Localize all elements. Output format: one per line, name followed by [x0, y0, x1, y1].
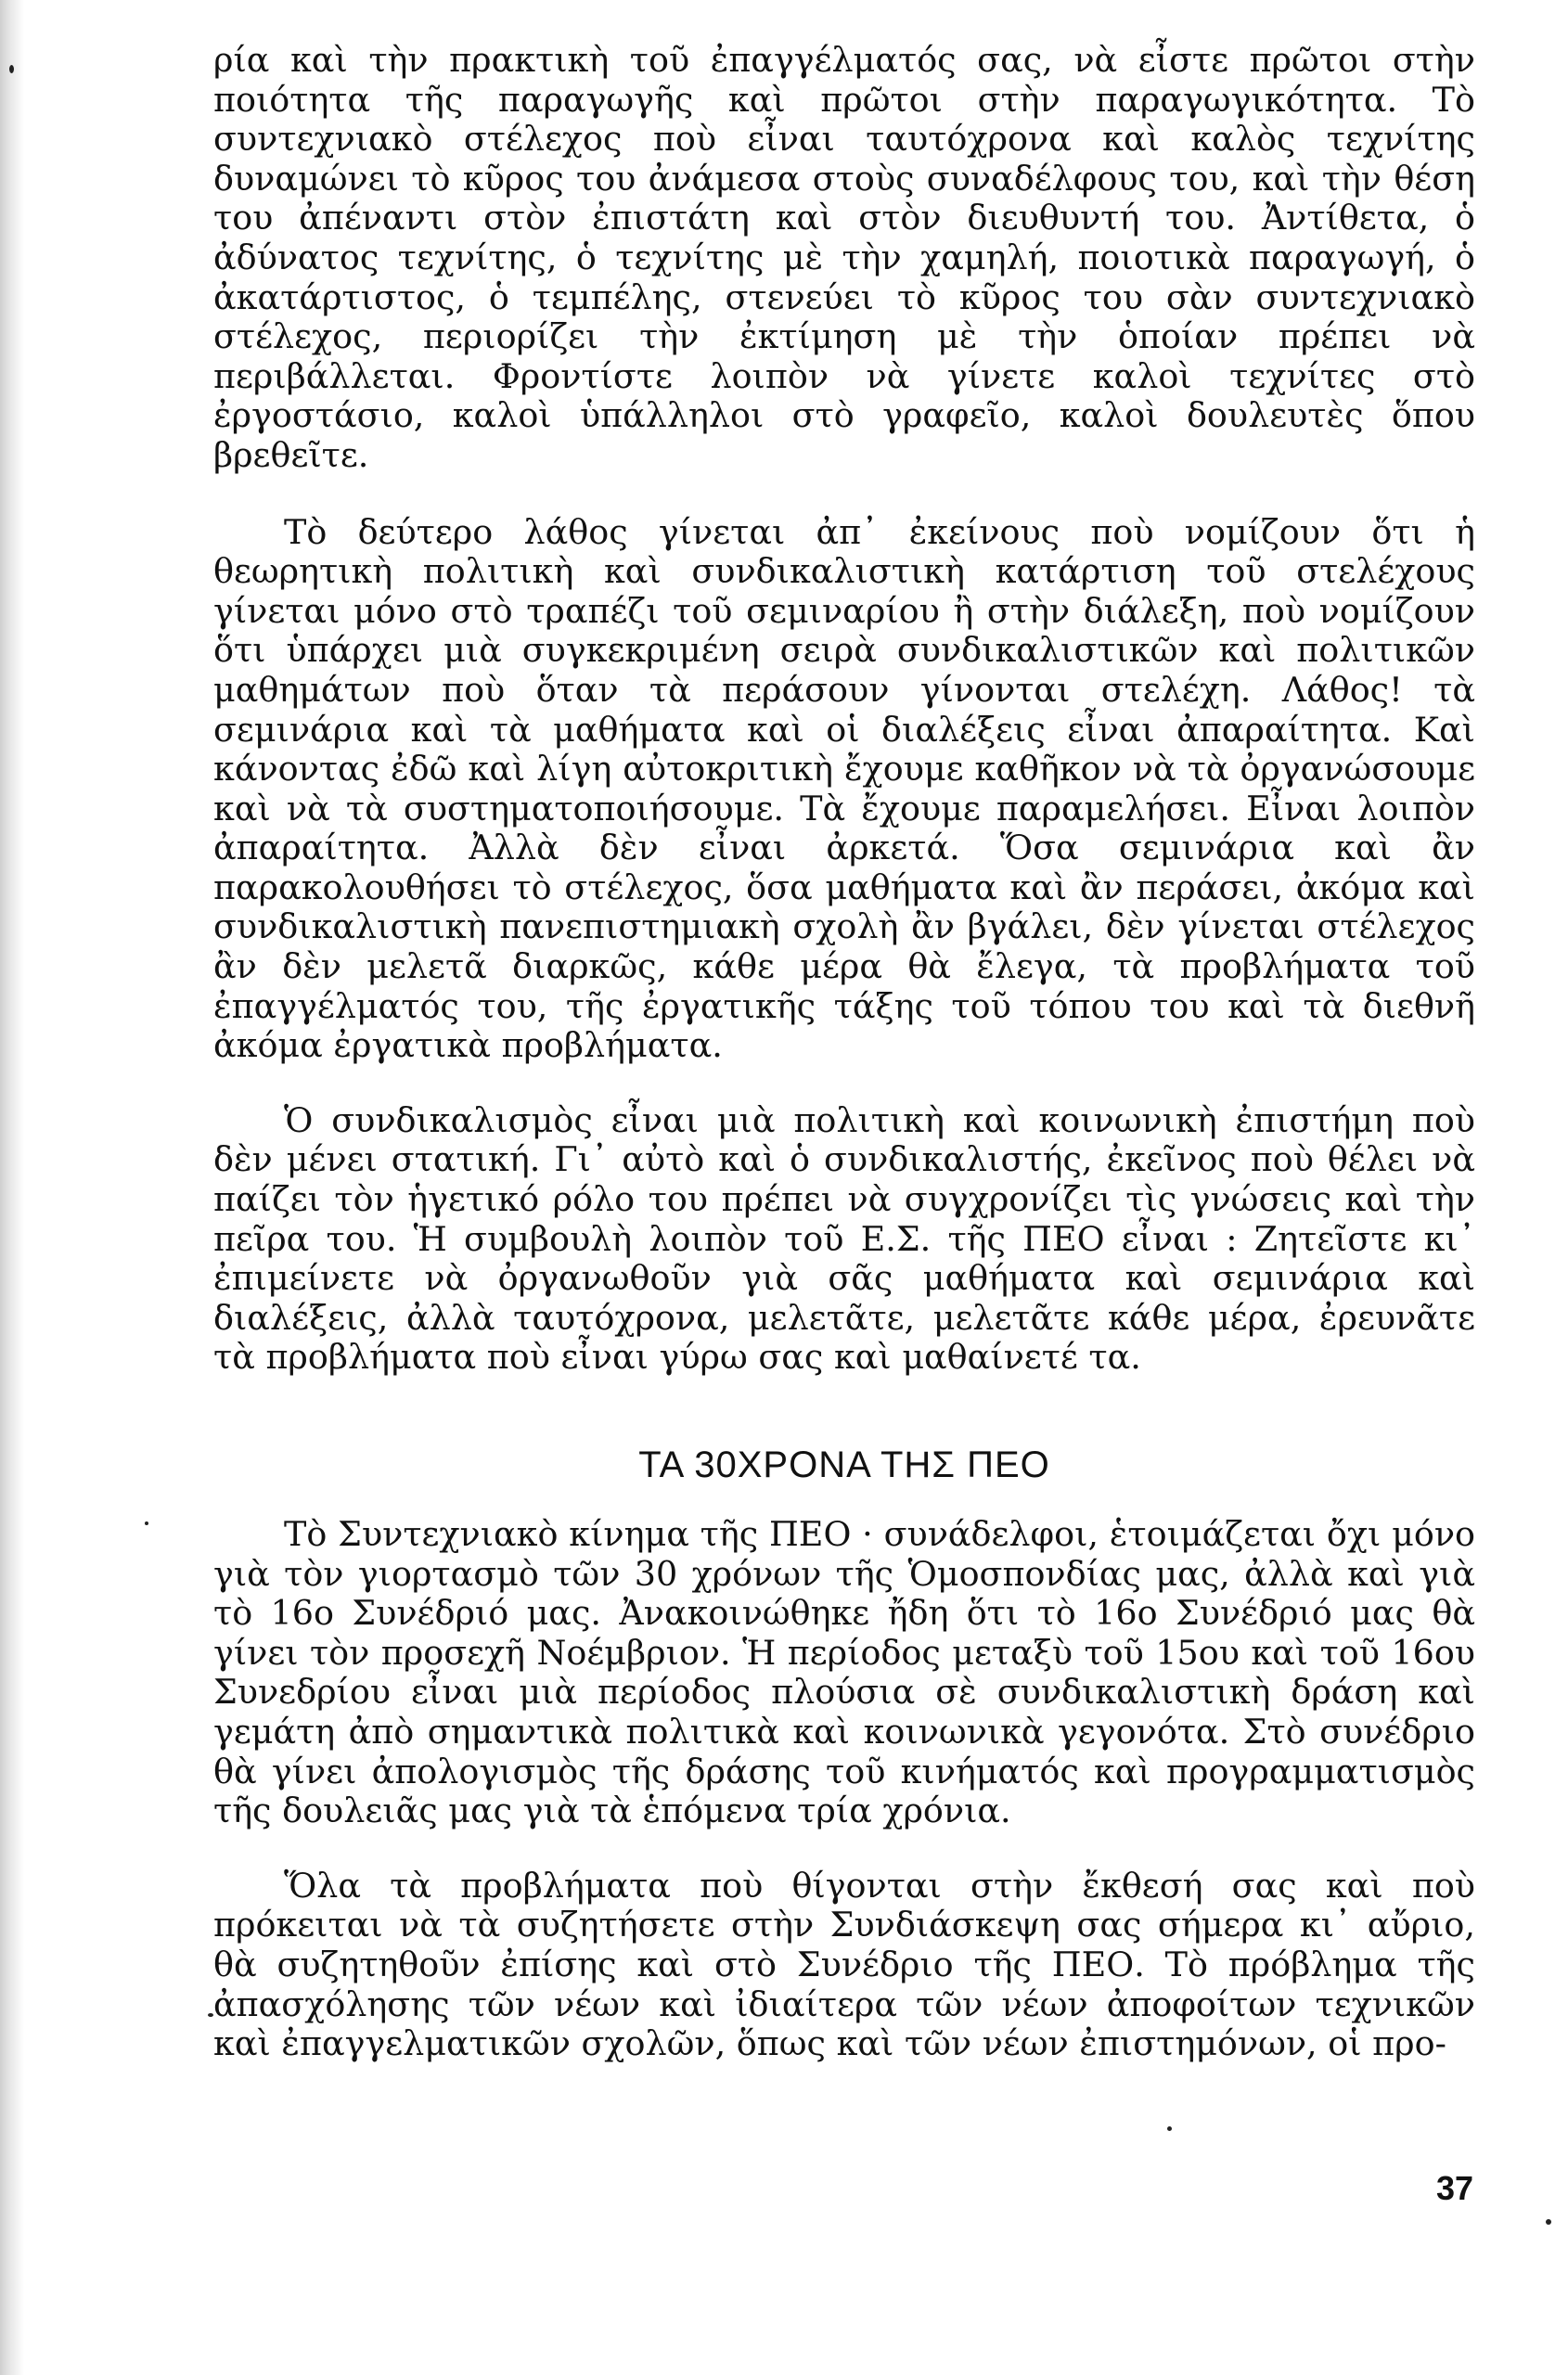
page-number: 37	[1436, 2169, 1474, 2207]
scan-speck	[1546, 2219, 1551, 2225]
document-page	[213, 41, 1475, 2064]
scan-speck	[9, 65, 14, 73]
paragraph-syndicalism: Ὁ συνδικαλισμὸς εἶναι μιὰ πολιτικὴ καὶ κοινωνικὴ ἐπιστήμη ποὺ δὲν μένει στατική. Γι᾽ αὐτὸ καὶ ὁ συνδικαλιστής, ἐκεῖνος ποὺ θέλει νὰ παίζει τὸν ἡγετικό ρόλο του πρέπει νὰ συγχρονίζει τὶς γνώσεις καὶ τὴν πεῖρα του. Ἡ συμβουλὴ λοιπὸν τοῦ Ε.Σ. τῆς ΠΕΟ εἶναι : Ζητεῖστε κι᾽ ἐπιμείνετε νὰ ὀργανωθοῦν γιὰ σᾶς μαθήματα καὶ σεμινάρια καὶ διαλέξεις, ἀλλὰ ταυτόχρονα, μελετᾶτε, μελετᾶτε κάθε μέρα, ἐρευνᾶτε τὰ προβλήματα ποὺ εἶναι γύρω σας καὶ μαθαίνετέ τα.	[213, 1099, 1475, 1378]
scan-speck	[1167, 2126, 1172, 2131]
paragraph-congress: Τὸ Συντεχνιακὸ κίνημα τῆς ΠΕΟ · συνάδελφοι, ἑτοιμάζεται ὄχι μόνο γιὰ τὸν γιορτασμὸ τῶν 30 χρόνων τῆς Ὁμοσπονδίας μας, ἀλλὰ καὶ γιὰ τὸ 16ο Συνέδριό μας. Ἀνακοινώθηκε ἤδη ὅτι τὸ 16ο Συνέδριό μας θὰ γίνει τὸν προσεχῆ Νοέμβριον. Ἡ περίοδος μεταξὺ τοῦ 15ου καὶ τοῦ 16ου Συνεδρίου εἶναι μιὰ περίοδος πλούσια σὲ συνδικαλιστικὴ δράση καὶ γεμάτη ἀπὸ σημαντικὰ πολιτικὰ καὶ κοινωνικὰ γεγονότα. Στὸ συνέδριο θὰ γίνει ἀπολογισμὸς τῆς δράσης τοῦ κινήματός καὶ προγραμματισμὸς τῆς δουλειᾶς μας γιὰ τὰ ἑπόμενα τρία χρόνια.	[213, 1514, 1475, 1831]
paragraph-craftsmanship: ρία καὶ τὴν πρακτικὴ τοῦ ἐπαγγέλματός σας, νὰ εἶστε πρῶτοι στὴν ποιότητα τῆς παραγωγῆς καὶ πρῶτοι στὴν παραγωγικότητα. Τὸ συντεχνιακὸ στέλεχος ποὺ εἶναι ταυτόχρονα καὶ καλὸς τεχνίτης δυναμώνει τὸ κῦρος του ἀνάμεσα στοὺς συναδέλφους του, καὶ τὴν θέση του ἀπέναντι στὸν ἐπιστάτη καὶ στὸν διευθυντή του. Ἀντίθετα, ὁ ἀδύνατος τεχνίτης, ὁ τεχνίτης μὲ τὴν χαμηλή, ποιοτικὰ παραγωγή, ὁ ἀκατάρτιστος, ὁ τεμπέλης, στενεύει τὸ κῦρος του σὰν συντεχνιακὸ στέλεχος, περιορίζει τὴν ἐκτίμηση μὲ τὴν ὁποίαν πρέπει νὰ περιβάλλεται. Φροντίστε λοιπὸν νὰ γίνετε καλοὶ τεχνίτες στὸ ἐργοστάσιο, καλοὶ ὑπάλληλοι στὸ γραφεῖο, καλοὶ δουλευτὲς ὅπου βρεθεῖτε.	[213, 40, 1475, 475]
section-heading: ΤΑ 30ΧΡΟΝΑ ΤΗΣ ΠΕΟ	[638, 1444, 1050, 1485]
paragraph-second-mistake: Τὸ δεύτερο λάθος γίνεται ἀπ᾽ ἐκείνους ποὺ νομίζουν ὅτι ἡ θεωρητικὴ πολιτικὴ καὶ συνδικαλιστικὴ κατάρτιση τοῦ στελέχους γίνεται μόνο στὸ τραπέζι τοῦ σεμιναρίου ἢ στὴν διάλεξη, ποὺ νομίζουν ὅτι ὑπάρχει μιὰ συγκεκριμένη σειρὰ συνδικαλιστικῶν καὶ πολιτικῶν μαθημάτων ποὺ ὅταν τὰ περάσουν γίνονται στελέχη. Λάθος! τὰ σεμινάρια καὶ τὰ μαθήματα καὶ οἱ διαλέξεις εἶναι ἀπαραίτητα. Καὶ κάνοντας ἐδῶ καὶ λίγη αὐτοκριτικὴ ἔχουμε καθῆκον νὰ τὰ ὀργανώσουμε καὶ νὰ τὰ συστηματοποιήσουμε. Τὰ ἔχουμε παραμελήσει. Εἶναι λοιπὸν ἀπαραίτητα. Ἀλλὰ δὲν εἶναι ἀρκετά. Ὅσα σεμινάρια καὶ ἂν παρακολουθήσει τὸ στέλεχος, ὅσα μαθήματα καὶ ἂν περάσει, ἀκόμα καὶ συνδικαλιστικὴ πανεπιστημιακὴ σχολὴ ἂν βγάλει, δὲν γίνεται στέλεχος ἂν δὲν μελετᾶ διαρκῶς, κάθε μέρα θὰ ἔλεγα, τὰ προβλήματα τοῦ ἐπαγγέλματός του, τῆς ἐργατικῆς τάξης τοῦ τόπου του καὶ τὰ διεθνῆ ἀκόμα ἐργατικὰ προβλήματα.	[213, 511, 1475, 1066]
scan-speck	[145, 1521, 148, 1525]
scan-shadow-edge	[0, 0, 24, 2375]
paragraph-problems: Ὅλα τὰ προβλήματα ποὺ θίγονται στὴν ἔκθεσή σας καὶ ποὺ πρόκειται νὰ τὰ συζητήσετε στὴν Συνδιάσκεψη σας σήμερα κι᾽ αὔριο, θὰ συζητηθοῦν ἐπίσης καὶ στὸ Συνέδριο τῆς ΠΕΟ. Τὸ πρόβλημα τῆς ἀπασχόλησης τῶν νέων καὶ ἰδιαίτερα τῶν νέων ἀποφοίτων τεχνικῶν καὶ ἐπαγγελματικῶν σχολῶν, ὅπως καὶ τῶν νέων ἐπιστημόνων, οἱ προ-	[213, 1865, 1475, 2064]
